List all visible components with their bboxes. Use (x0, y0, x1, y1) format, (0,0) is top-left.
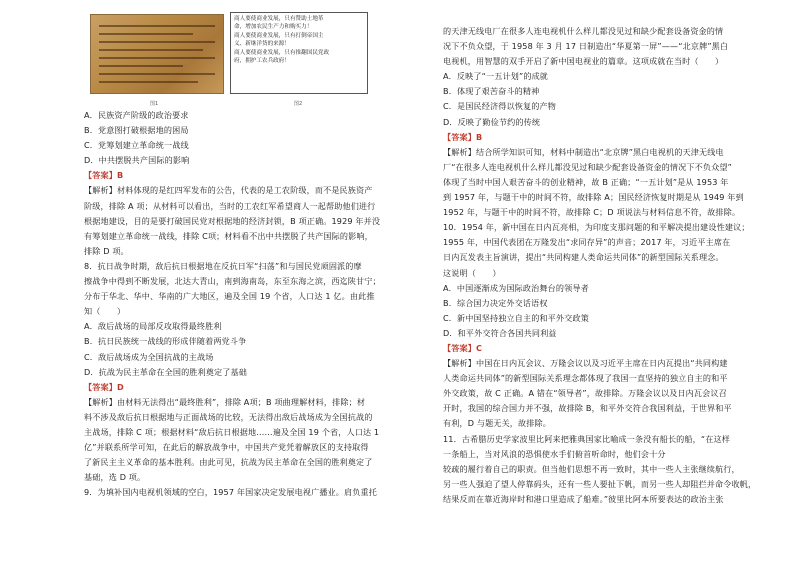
text-line: D．抗战为民主革命在全国的胜利奠定了基础 (84, 366, 248, 377)
text-line: 【解析】由材料无法得出“最终胜利”，排除 A项；B 项曲理解材料，排除；材 (84, 396, 366, 407)
text-line: 根据地建设，目的是要打破国民党对根据地的经济封锁，B 项正确。1929 年并没 (84, 215, 381, 226)
text-line: B．体现了艰苦奋斗的精神 (443, 86, 540, 97)
text-line: 外交政策，故 C 正确。A 错在“领导者”，故排除。万隆会议以及日内瓦会议召 (443, 388, 727, 399)
text-line: 分布于华北、华中、华南的广大地区，遍及全国 19 个省，人口达 1 亿。由此推 (84, 291, 375, 302)
text-line: D．中共摆脱共产国际的影响 (84, 155, 190, 166)
text-line: 【解析】结合所学知识可知，材料中制造出“北京牌”黑白电视机的天津无线电 (443, 146, 724, 157)
text-line: 到 1957 年，与题干中的时间不符，故排除 A；国民经济恢复时期是从 1949 年到 (443, 192, 744, 203)
text-line: 结果反而在靠近海岸时和港口里造成了船难。”彼里比阿本所要表达的政治主张 (443, 493, 724, 504)
text-line: 【答案】B (84, 170, 124, 181)
text-line: 电视机，用智慧的双手开启了新中国电视业的篇章。这项成就在当时（ ） (443, 56, 724, 67)
text-line: 【答案】B (443, 131, 483, 142)
fig2-line: 府，拥护工农兵政府！ (234, 58, 290, 65)
text-line: 1952 年，与题干中的时间不符，故排除 C；D 项说法与材料信息不符，故排除。 (443, 207, 741, 218)
text-line: 排除 D 项。 (84, 245, 129, 256)
figure-2-caption: 图2 (294, 101, 303, 107)
text-line: 【答案】D (84, 381, 124, 392)
text-line: 知（ ） (84, 306, 126, 317)
figure-1-poster-image (90, 14, 224, 94)
text-line: C．敌后战场成为全国抗战的主战场 (84, 351, 214, 362)
text-line: 这说明（ ） (443, 267, 501, 278)
text-line: A．敌后战场的局部反攻取得最终胜利 (84, 321, 222, 332)
text-line: A．反映了“一五计划”的成就 (443, 71, 549, 82)
text-line: 另一些人强迫了望人停靠码头，还有一些人要扯下帆，而另一些人却阻拦并命令收帆， (443, 478, 757, 489)
text-line: 厂“在很多人连电视机什么样儿都没见过和缺少配套设备资金的情况下不负众望” (443, 161, 732, 172)
text-line: 较疏的履行着自己的职责。但当他们思想不再一致时，其中一些人主张继续航行， (443, 463, 740, 474)
text-line: 主战场，排除 C 项；根据材料“敌后抗日根据地……遍及全国 19 个省，人口达 1 (84, 426, 380, 437)
text-line: 有利，D 与题无关，故排除。 (443, 418, 552, 429)
text-line: 【解析】中国在日内瓦会议、万隆会议以及习近平主席在日内瓦提出“共同构建 (443, 358, 728, 369)
text-line: 10．1954 年，新中国在日内瓦亮相，为印度支那问题的和平解决提出建设性建议； (443, 222, 750, 233)
text-line: 8．抗日战争时期，敌后抗日根据地在反抗日军“扫荡”和与国民党顽固派的摩 (84, 260, 362, 271)
text-line: 11．古希腊历史学家波里比阿来把雅典国家比喻成一条没有船长的船，“在这样 (443, 433, 730, 444)
fig2-line: 商人要使商业发展，只有推翻国民党政 (234, 49, 330, 56)
text-line: B．党意图打破根据地的困局 (84, 125, 189, 136)
text-line: 擦战争中得到不断发展，北达大青山，南到海南岛，东至东海之滨，西迄陕甘宁； (84, 276, 381, 287)
figure-row (84, 0, 434, 108)
text-line: 有筹划建立革命统一战线，排除 C项；材料看不出中共摆脱了共产国际的影响， (84, 230, 373, 241)
text-line: 开时，我国的综合国力并不强，故排除 B，和平外交符合我国利益，于世界和平 (443, 403, 732, 414)
text-line: D．和平外交符合各国共同利益 (443, 327, 557, 338)
right-column (443, 24, 783, 507)
fig2-line: 商人要使商业发展，只有赞助土地革 (234, 16, 324, 22)
text-line: 了新民主主义革命的基本胜利。由此可见，抗战为民主革命在全国的胜利奠定了 (84, 457, 373, 468)
text-line: 基础，选 D 项。 (84, 472, 146, 483)
text-line: 的天津无线电厂在很多人连电视机什么样儿都没见过和缺少配套设备资金的情 (443, 26, 724, 36)
text-line: A．民族资产阶级的政治要求 (84, 110, 189, 120)
text-line: C．是国民经济得以恢复的产物 (443, 101, 556, 112)
text-line: 日内瓦发表主旨演讲，提出“共同构建人类命运共同体”的新型国际关系理念。 (443, 252, 724, 263)
text-line: C．新中国坚持独立自主的和平外交政策 (443, 312, 589, 323)
text-line: A．中国逐渐成为国际政治舞台的领导者 (443, 282, 589, 293)
text-line: 亿”并联系所学可知，在此后的解放战争中，中国共产党凭着解放区的支持取得 (84, 442, 369, 453)
right-text-lines (443, 24, 783, 507)
text-line: 【解析】材料体现的是红四军发布的公告，代表的是工农阶级，而不是民族资产 (84, 185, 373, 196)
text-line: 1955 年，中国代表团在万隆发出“求同存异”的声音；2017 年，习近平主席在 (443, 237, 731, 248)
fig2-line: 命，增加农民生产力和购买力！ (234, 24, 313, 31)
text-line: 【答案】C (443, 342, 483, 353)
text-line: 况下不负众望，于 1958 年 3 月 17 日制造出“华夏第一屏”——“北京牌”黑白 (443, 41, 729, 52)
text-line: B．综合国力决定外交话语权 (443, 297, 548, 308)
figure-1-caption: 图1 (150, 101, 159, 107)
text-line: 体现了当时中国人艰苦奋斗的创业精神，故 B 正确；“一五计划”是从 1953 年 (443, 176, 729, 187)
figure-2-text-box (230, 12, 368, 94)
text-line: 料不涉及敌后抗日根据地与正面战场的比较，无法得出敌后战场成为全国抗战的 (84, 411, 373, 422)
fig2-line: 商人要使商业发展，只有打倒帝国主 (234, 32, 324, 39)
fig2-line: 义、新继洋货的来源！ (234, 41, 290, 48)
text-line: B．抗日民族统一战线的形成伴随着两党斗争 (84, 336, 247, 347)
text-line: 人类命运共同体”的新型国际关系理念都体现了我国一直坚持的独立自主的和平 (443, 373, 728, 384)
left-column (84, 0, 434, 500)
text-line: 阶级，排除 A 项；从材料可以看出，当时的工农红军希望商人一起帮助他们进行 (84, 200, 376, 211)
text-line: D．反映了勤俭节约的传统 (443, 116, 541, 127)
text-line: C．党筹划建立革命统一战线 (84, 140, 189, 151)
left-text-lines (84, 108, 434, 500)
text-line: 一条船上，当对风浪的恐惧使水手们俯首听命时，他们会十分 (443, 448, 666, 459)
text-line: 9．为填补国内电视机领域的空白，1957 年国家决定发展电视广播业。肩负重托 (84, 487, 378, 498)
